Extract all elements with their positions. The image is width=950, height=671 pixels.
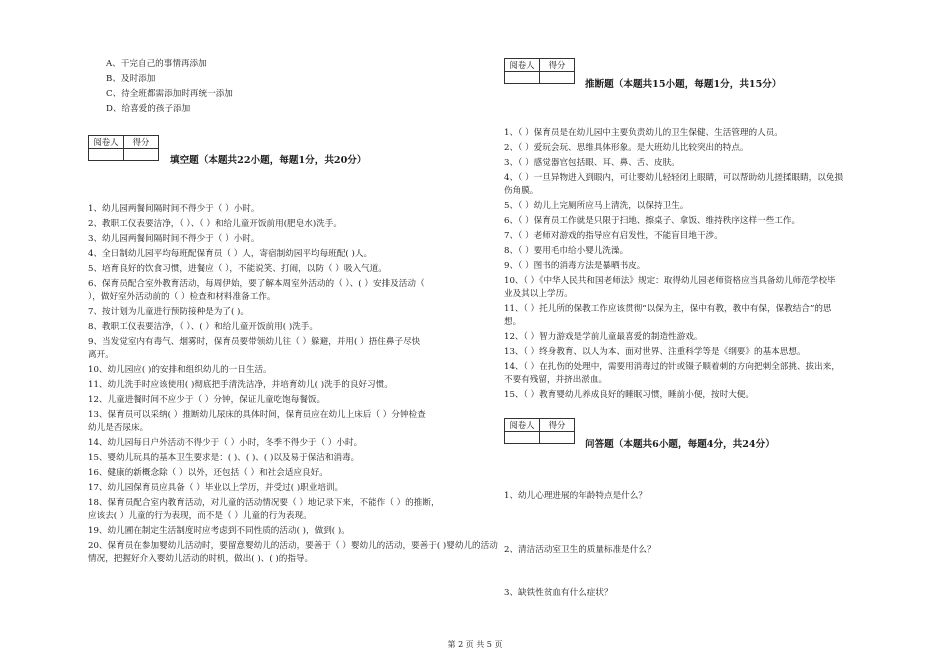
option-a: A、干完自己的事情再添加: [106, 59, 207, 69]
score-cell: [540, 72, 575, 84]
fill-item: 2、教职工仪表要洁净，（ ）、（ ）和给儿童开饭前用(肥皂水)洗手。: [88, 219, 342, 229]
judge-item: 2、（ ）爱玩会玩、思维具体形象。是大班幼儿比较突出的特点。: [504, 143, 749, 153]
score-label: 得分: [124, 136, 159, 149]
qa-item: 1、幼儿心理进展的年龄特点是什么？: [504, 491, 647, 501]
judge-item: 9、（ ）图书的消毒方法是暴晒书皮。: [504, 261, 646, 271]
fill-item: 3、幼儿园两餐间隔时间不得少于（ ）小时。: [88, 234, 260, 244]
fill-item: 9、当发觉室内有毒气、烟雾时，保育员要带领幼儿往（ ）躲避，并用( ）捂住鼻子尽快: [88, 337, 421, 347]
option-d: D、给喜爱的孩子添加: [106, 104, 191, 114]
judge-item-cont: 伤角膜。: [504, 186, 539, 196]
judge-item: 8、（ ）要用毛巾给小婴儿洗澡。: [504, 246, 629, 256]
score-table-fill: [88, 135, 159, 161]
grader-label: 阅卷人: [505, 59, 540, 72]
judge-item: 12、（ ）智力游戏是学前儿童最喜爱的制造性游戏。: [504, 332, 703, 342]
fill-item: 19、幼儿圃在制定生活制度时应考虑到不同性质的活动( )，做到( )。: [88, 526, 350, 536]
grader-cell: [505, 72, 540, 84]
qa-section-title: 问答题（本题共6小题，每题4分，共24分）: [585, 439, 775, 450]
fill-item-cont: 幼儿是否尿床。: [88, 423, 149, 433]
fill-item: 16、健康的新概念除（ ）以外，还包括（ ）和社会适应良好。: [88, 468, 328, 478]
score-table-judge: [504, 58, 575, 84]
judge-item-cont: 想。: [504, 317, 522, 327]
judge-item: 14、（ ）在扎伤的处理中，需要用消毒过的针或镊子顺着刺的方向把刺全部挑、拔出来，: [504, 362, 840, 372]
fill-item: 11、幼儿洗手时应该使用( )彻底把手清洗洁净，并培育幼儿( )洗手的良好习惯。: [88, 380, 393, 390]
fill-item: 4、全日制幼儿园平均每班配保育员（ ）人，寄宿制幼园平均每班配( )人。: [88, 249, 373, 259]
fill-item: 8、教职工仪表要洁净，（ ）、( ）和给儿童开饭前用( )洗手。: [88, 322, 318, 332]
fill-item: 1、幼儿园两餐间隔时间不得少于（ ）小时。: [88, 204, 260, 214]
judge-item: 10、（ ）《中华人民共和国老师法》规定：取得幼儿园老师资格应当具备幼儿师范学校毕: [504, 276, 836, 286]
fill-item: 5、培育良好的饮食习惯，进餐应（ ），不能说笑、打闹，以防（ ）吸入气道。: [88, 264, 387, 274]
judge-item: 5、（ ）幼儿上完厕所应马上清洗，以保持卫生。: [504, 201, 689, 211]
fill-item: 17、幼儿园保育员应具备（ ）毕业以上学历，并受过( )职业培训。: [88, 483, 344, 493]
judge-item-cont: 业及其以上学历。: [504, 289, 573, 299]
judge-item: 3、（ ）感觉器官包括眼、耳、鼻、舌、皮肤。: [504, 158, 680, 168]
fill-item: 14、幼儿园每日户外活动不得少于（ ）小时，冬季不得少于（ ）小时。: [88, 438, 363, 448]
qa-item: 3、缺铁性贫血有什么症状？: [504, 588, 613, 598]
option-b: B、及时添加: [106, 74, 156, 84]
score-cell: [540, 432, 575, 444]
judge-item: 7、（ ）老师对游戏的指导应有启发性，不能盲目地干涉。: [504, 231, 723, 241]
fill-item-cont: 情况，把握好介入婴幼儿活动的时机，做出( )、( )的指导。: [88, 554, 314, 564]
fill-item-cont: ），做好室外活动前的（ ）检查和材料准备工作。: [88, 292, 276, 302]
score-table-qa: [504, 418, 575, 444]
grader-cell: [89, 149, 124, 161]
score-label: 得分: [540, 419, 575, 432]
fill-item: 10、幼儿园应( )的安排和组织幼儿的一日生活。: [88, 365, 272, 375]
judge-section-title: 推断题（本题共15小题，每题1分，共15分）: [585, 79, 782, 90]
fill-item: 18、保育员配合室内教育活动，对儿童的活动情况要（ ）地记录下来，不能作（ ）的推断，: [88, 498, 440, 508]
fill-item: 15、婴幼儿玩具的基本卫生要求是：( )、( )、( )以及易于保洁和消毒。: [88, 453, 360, 463]
fill-item-cont: 应该去( ）儿童的行为表现，而不是（ ）儿童的行为表现。: [88, 511, 312, 521]
judge-item: 1、（ ）保育员是在幼儿园中主要负责幼儿的卫生保健、生活管理的人员。: [504, 128, 783, 138]
judge-item: 6、（ ）保育员工作就是只限于扫地、擦桌子、拿饭、维持秩序这样一些工作。: [504, 216, 801, 226]
fill-item: 6、保育员配合室外教育活动，每周伊始，要了解本周室外活动的（ ）、( ）安排及活动（: [88, 279, 425, 289]
grader-cell: [505, 432, 540, 444]
judge-item: 4、（ ）一旦异物进入到眼内，可让婴幼儿轻轻闭上眼睛，可以帮助幼儿搓揉眼睛，以免损: [504, 173, 844, 183]
fill-item: 12、儿童进餐时间不应少于（ ）分钟，保证儿童吃饱每餐饭。: [88, 395, 326, 405]
judge-item: 15、（ ）教育婴幼儿养成良好的睡眠习惯，睡前小便，按时大便。: [504, 390, 754, 400]
judge-item: 13、（ ）终身教育、以人为本、面对世界、注重科学等是《纲要》的基本思想。: [504, 347, 806, 357]
option-c: C、待全班都需添加时再统一添加: [106, 89, 233, 99]
grader-label: 阅卷人: [89, 136, 124, 149]
page-footer: 第 2 页 共 5 页: [447, 640, 503, 649]
grader-label: 阅卷人: [505, 419, 540, 432]
fill-item: 7、按计划为儿童进行预防接种是为了( )。: [88, 307, 249, 317]
score-label: 得分: [540, 59, 575, 72]
fill-item-cont: 离开。: [88, 350, 114, 360]
qa-item: 2、清洁活动室卫生的质量标准是什么？: [504, 545, 656, 555]
fill-section-title: 填空题（本题共22小题，每题1分，共20分）: [170, 155, 367, 166]
fill-item: 20、保育员在参加婴幼儿活动时，要留意婴幼儿的活动，要善于（ ）婴幼儿的活动，要善于( )婴幼儿的活动: [88, 541, 498, 551]
score-cell: [124, 149, 159, 161]
judge-item-cont: 不要有残留，并挤出淤血。: [504, 375, 608, 385]
judge-item: 11、（ ）托儿所的保教工作应该贯彻“以保为主，保中有教，教中有保，保教结合”的思: [504, 304, 832, 314]
fill-item: 13、保育员可以采纳( ）推断幼儿尿床的具体时间，保育员应在幼儿上床后（ ）分钟检查: [88, 410, 426, 420]
